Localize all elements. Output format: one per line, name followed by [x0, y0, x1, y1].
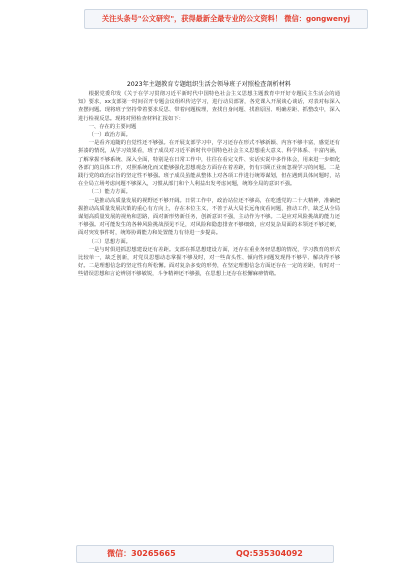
body-paragraph: 一是推动高质量发展的视野还不够开阔。日常工作中，政治站位还不够高，在吃透党的二十大精神，准确把握推动高质量发展决策的重心有方向上，存在本位主义，不善于从大局长远角度看问题，推动工作，缺乏从全局谋划高质量发展的视角和思路，面对新形势新任务，创新意识不强，主动作为不够。二是应对风险挑战的能力还不够强。对可能发生的各种风险挑战预见不足，对风险和隐患排查不够细致，应对复杂局面的本领还不够过硬，面对突发事件时，统筹协调能力和处置能力有待进一步提高。 — [78, 197, 340, 237]
section-heading: 一、存在的主要问题 — [88, 123, 137, 130]
contact-footer — [76, 545, 334, 563]
subsection-heading: （三）思想方面。 — [88, 238, 131, 245]
subsection-heading: （二）能力方面。 — [88, 189, 131, 196]
document-body — [78, 80, 340, 279]
subsection-heading: （一）政治方面。 — [88, 132, 131, 139]
body-paragraph: 一是看齐追随的自觉性还不够强。在开展支部学习中，学习还存在形式不够新颖、内容不够丰富，感觉还有拼凑的情况，从学习效果看，班子成员对习近平新时代中国特色社会主义思想重大意义、科学体系、丰富内涵，了解掌握不够系统、深入全面，特别是在日常工作中，往往在看完文件、实话实说中多作体会，用来进一步细化各部门的具体工作，对照系统化而又能够强化思想观念方面存在着差距，仍有只顾正业而忽视学习的问题。二是践行党的政治宗旨的坚定性不够强。班子成员虽能从整体上对各项工作进行统筹谋划，但在遇到具体问题时，站在全局立场考虑问题不够深入，习惯从部门和个人利益出发考虑问题，统筹全局的意识不强。 — [78, 140, 340, 188]
qq-contact[interactable]: QQ:535304092 — [235, 549, 303, 558]
document-title: 2023年主题教育专题组织生活会领导班子对照检查剖析材料 — [126, 81, 292, 88]
promo-banner[interactable]: 关注头条号"公文研究"，获得最新全最专业的公文资料！ 微信：gongwenyj — [84, 9, 368, 29]
intro-paragraph: 根据党委印发《关于在学习贯彻习近平新时代中国特色社会主义思想主题教育中开好专题民主生活会的通知》要求，xx支部第一时间召开专题会议组织传达学习，进行动员部署，各党课入开展谈心谈话，对表对标深入查摆问题。现将班子坚持带着要求反思、带着问题梳理，查找自身问题、找准原因、明确差距、抓整改中，深入进行检视反思。现将对照检查材料汇报如下： — [78, 91, 340, 122]
body-paragraph: 一是与时俱进抓思想建设还有差距。支部在抓思想建设方面，还存在重业务轻思想的情况，学习教育的形式比较单一，缺乏创新，对党员思想动态掌握不够及时，对一些苗头性、倾向性问题发现得不够早、解决得不够好。二是理想信念的坚定性有所松懈。面对复杂多变的形势，在坚定理想信念方面还存在一定的差距，有时对一些错误思想和言论辨别不够敏锐，斗争精神还不够强，在思想上还存在松懈麻痹情绪。 — [78, 246, 340, 278]
wechat-contact[interactable]: 微信：30265665 — [107, 549, 176, 558]
